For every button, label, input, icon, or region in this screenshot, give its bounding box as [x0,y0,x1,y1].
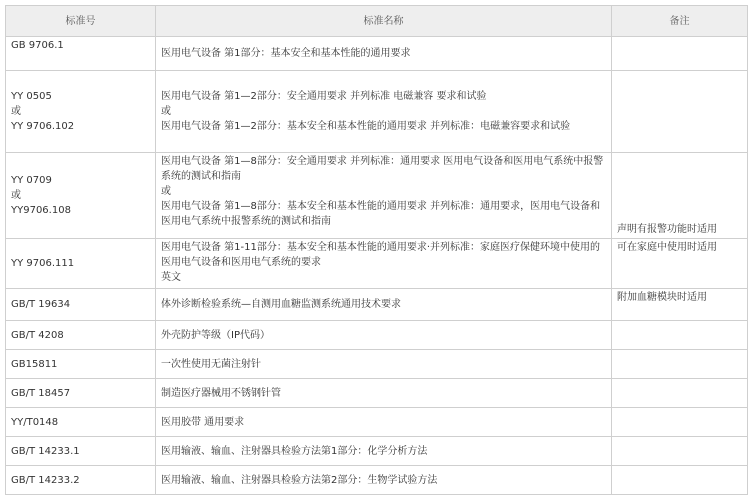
standard-name: 医用输液、输血、注射器具检验方法第1部分：化学分析方法 [161,445,428,457]
standard-number: GB/T 18457 [11,387,71,399]
remarks-cell [612,466,748,495]
table-row [6,350,748,379]
standard-name: 医用输液、输血、注射器具检验方法第2部分：生物学试验方法 [161,474,438,486]
table-row [6,466,748,495]
standard-name-cell [156,379,612,408]
standard-name-cell [156,153,612,239]
table-row [6,408,748,437]
standard-number-or: 或 [11,106,21,117]
standard-number-cell [6,321,156,350]
standard-number-alt: YY 9706.102 [11,121,75,132]
header-standard-number: 标准号 [6,6,156,37]
standard-name-cell [156,350,612,379]
standard-name: 外壳防护等级（IP代码） [161,329,270,341]
standard-number-cell [6,379,156,408]
standard-number-cell [6,408,156,437]
standard-number-cell [6,71,156,153]
standard-name-cell [156,321,612,350]
table-header-row [6,6,748,37]
remarks-cell [612,379,748,408]
standard-name: 医用电气设备 第1部分：基本安全和基本性能的通用要求 [161,48,411,59]
standard-number: GB/T 14233.1 [11,445,80,457]
standard-name-cell [156,466,612,495]
standard-name-or: 或 [161,106,171,117]
standard-number: YY 0505 [11,91,52,102]
standard-name-alt: 医用电气设备 第1—2部分：基本安全和基本性能的通用要求 并列标准：电磁兼容要求和试验 [161,121,571,132]
standard-number: GB/T 14233.2 [11,474,80,486]
standard-name: 制造医疗器械用不锈钢针管 [161,387,281,399]
remarks-cell: 声明有报警功能时适用 [612,153,748,239]
standard-name: 医用电气设备 第1-11部分：基本安全和基本性能的通用要求·并列标准：家庭医疗保健环境中使用的医用电气设备和医用电气系统的要求 [161,242,601,268]
remarks-cell [612,321,748,350]
standard-number-cell [6,350,156,379]
standard-number-alt: YY9706.108 [11,205,71,216]
remarks-cell [612,71,748,153]
standard-number: GB 9706.1 [11,40,64,51]
table-row [6,37,748,71]
standard-number-cell [6,437,156,466]
standard-name: 医用电气设备 第1—8部分：安全通用要求 并列标准：通用要求 医用电气设备和医用电气系统中报警系统的测试和指南 [161,156,604,182]
standard-number: GB15811 [11,358,58,370]
header-standard-name: 标准名称 [156,6,612,37]
standard-name-cell [156,37,612,71]
standard-name-cell [156,437,612,466]
standard-number: YY/T0148 [11,416,59,428]
remarks-cell [612,350,748,379]
standard-name-cell [156,239,612,289]
table-row [6,289,748,321]
standard-name-english: 英文 [161,272,181,283]
table-row [6,321,748,350]
standard-number-or: 或 [11,190,21,201]
standards-table [5,5,748,495]
standard-name-cell [156,408,612,437]
standard-number-cell [6,239,156,289]
table-row [6,437,748,466]
remarks-cell [612,408,748,437]
remarks-cell: 附加血糖模块时适用 [612,289,748,321]
standard-number: YY 0709 [11,175,52,186]
standard-name-cell [156,71,612,153]
standard-name-alt: 医用电气设备 第1—8部分：基本安全和基本性能的通用要求 并列标准：通用要求，医用电气设备和医用电气系统中报警系统的测试和指南 [161,201,601,227]
standard-name-cell [156,289,612,321]
table-row [6,153,748,239]
remarks-cell [612,37,748,71]
standard-number-cell [6,289,156,321]
standard-name: 一次性使用无菌注射针 [161,358,261,370]
standard-name: 医用电气设备 第1—2部分：安全通用要求 并列标准 电磁兼容 要求和试验 [161,91,487,102]
standard-name: 体外诊断检验系统—自测用血糖监测系统通用技术要求 [161,299,401,310]
table-row [6,71,748,153]
standard-name: 医用胶带 通用要求 [161,416,245,428]
remarks-cell [612,437,748,466]
standard-number-cell [6,153,156,239]
table-row [6,239,748,289]
standard-number: GB/T 4208 [11,329,64,341]
standard-number: YY 9706.111 [11,258,75,269]
remarks-cell: 可在家庭中使用时适用 [612,239,748,289]
standard-number-cell [6,37,156,71]
standard-name-or: 或 [161,186,171,197]
standard-number-cell [6,466,156,495]
standard-number: GB/T 19634 [11,299,71,310]
table-row [6,379,748,408]
header-remarks: 备注 [612,6,748,37]
